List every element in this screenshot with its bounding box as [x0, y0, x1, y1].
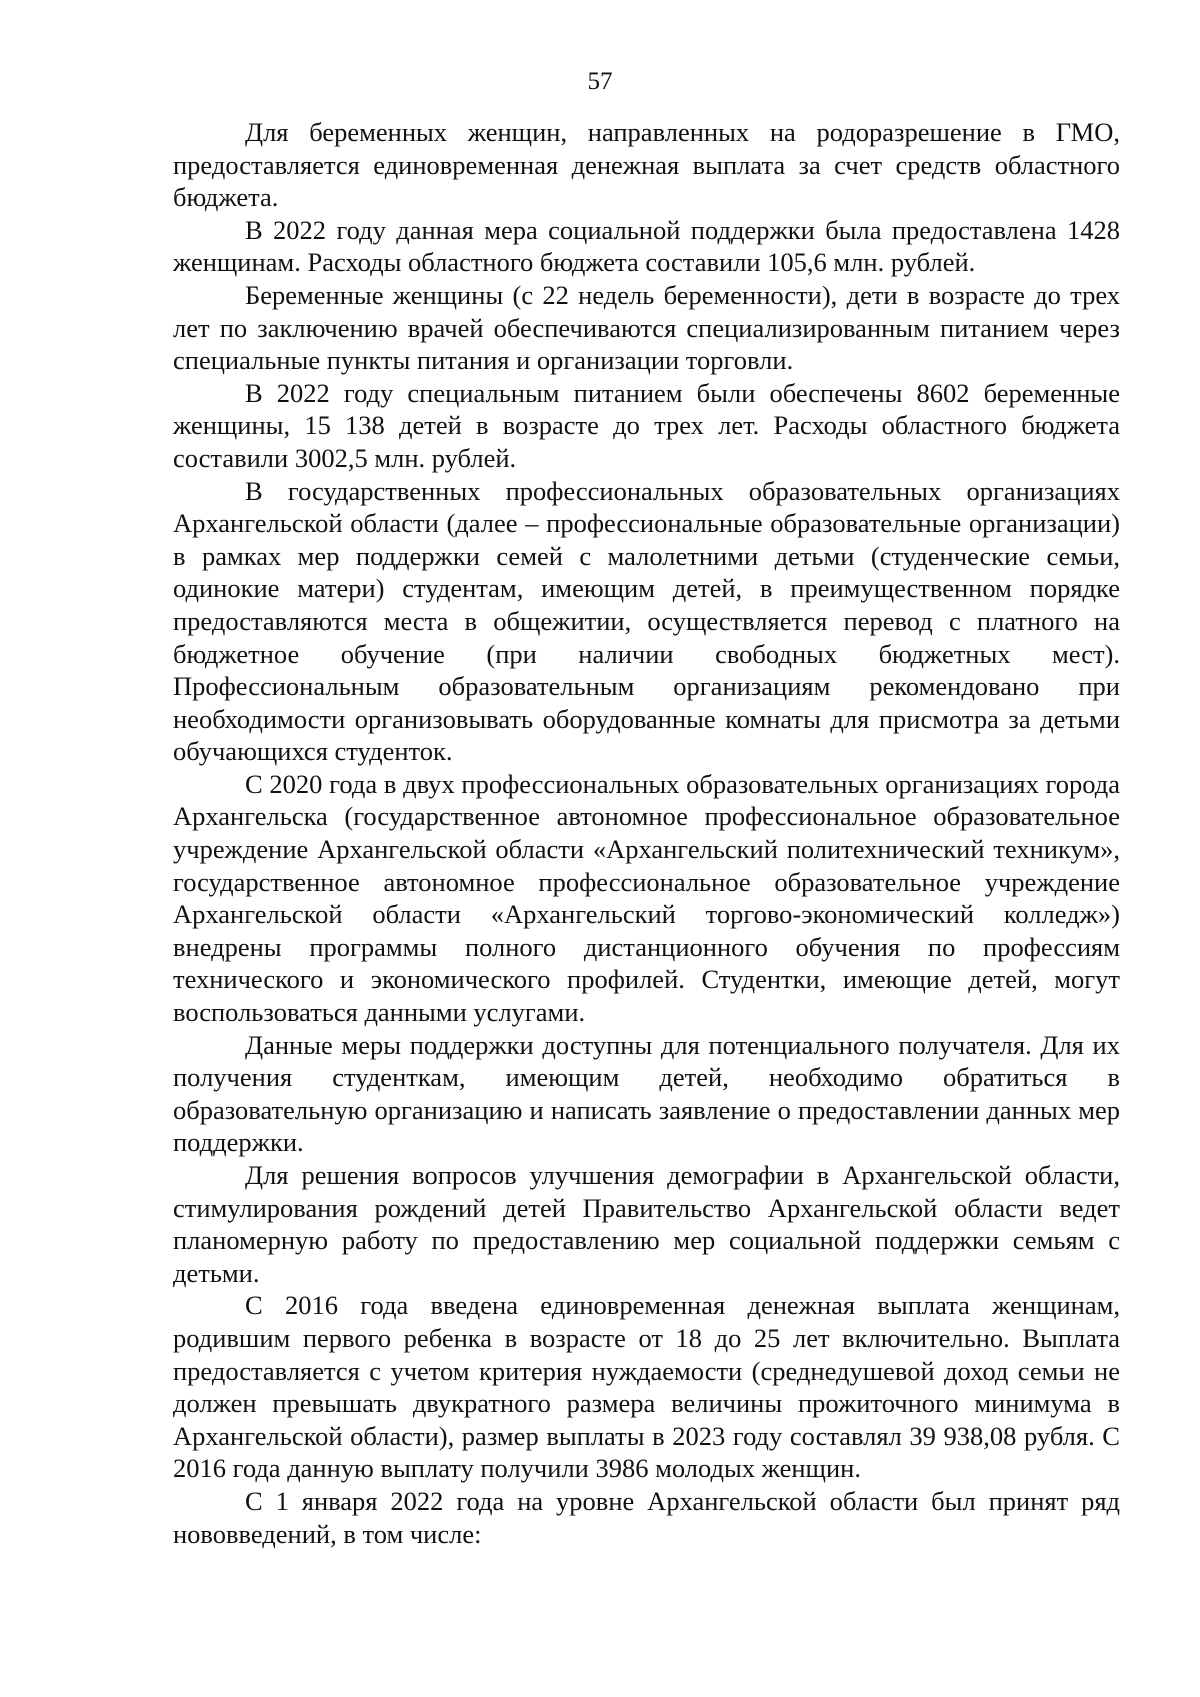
paragraph: Для решения вопросов улучшения демографии в Архангельской области, стимулирования рождений детей Правительство Архангельской области ведет планомерную работу по предоставлению мер социальной поддержки семьям с детьми. [173, 1160, 1120, 1288]
paragraph: В государственных профессиональных образовательных организациях Архангельской области (далее – профессиональные образовательные организации) в рамках мер поддержки семей с малолетними детьми (студенческие семьи, одинокие матери) студентам, имеющим детей, в преимущественном порядке предоставляются места в общежитии, осуществляется перевод с платного на бюджетное обучение (при наличии свободных бюджетных мест). Профессиональным образовательным организациям рекомендовано при необходимости организовывать оборудованные комнаты для присмотра за детьми обучающихся студенток. [173, 475, 1120, 767]
paragraph: С 2020 года в двух профессиональных образовательных организациях города Архангельска (государственное автономное профессиональное образовательное учреждение Архангельской области «Архангельский политехнический техникум», государственное автономное профессиональное образовательное учреждение Архангельской области «Архангельский торгово-экономический колледж») внедрены программы полного дистанционного обучения по профессиям технического и экономического профилей. Студентки, имеющие детей, могут воспользоваться данными услугами. [173, 768, 1120, 1028]
paragraph: В 2022 году данная мера социальной поддержки была предоставлена 1428 женщинам. Расходы областного бюджета составили 105,6 млн. рублей. [173, 214, 1120, 278]
document-body [173, 116, 1120, 1550]
paragraph: Беременные женщины (с 22 недель беременности), дети в возрасте до трех лет по заключению врачей обеспечиваются специализированным питанием через специальные пункты питания и организации торговли. [173, 279, 1120, 376]
paragraph: Для беременных женщин, направленных на родоразрешение в ГМО, предоставляется единовременная денежная выплата за счет средств областного бюджета. [173, 117, 1120, 213]
paragraph: С 2016 года введена единовременная денежная выплата женщинам, родившим первого ребенка в возрасте от 18 до 25 лет включительно. Выплата предоставляется с учетом критерия нуждаемости (среднедушевой доход семьи не должен превышать двукратного размера величины прожиточного минимума в Архангельской области), размер выплаты в 2023 году составлял 39 938,08 рубля. С 2016 года данную выплату получили 3986 молодых женщин. [173, 1290, 1120, 1484]
paragraph: В 2022 году специальным питанием были обеспечены 8602 беременные женщины, 15 138 детей в возрасте до трех лет. Расходы областного бюджета составили 3002,5 млн. рублей. [173, 377, 1120, 473]
page-number: 57 [587, 68, 613, 95]
paragraph: Данные меры поддержки доступны для потенциального получателя. Для их получения студенткам, имеющим детей, необходимо обратиться в образовательную организацию и написать заявление о предоставлении данных мер поддержки. [173, 1029, 1120, 1158]
paragraph: С 1 января 2022 года на уровне Архангельской области был принят ряд нововведений, в том числе: [173, 1485, 1120, 1549]
